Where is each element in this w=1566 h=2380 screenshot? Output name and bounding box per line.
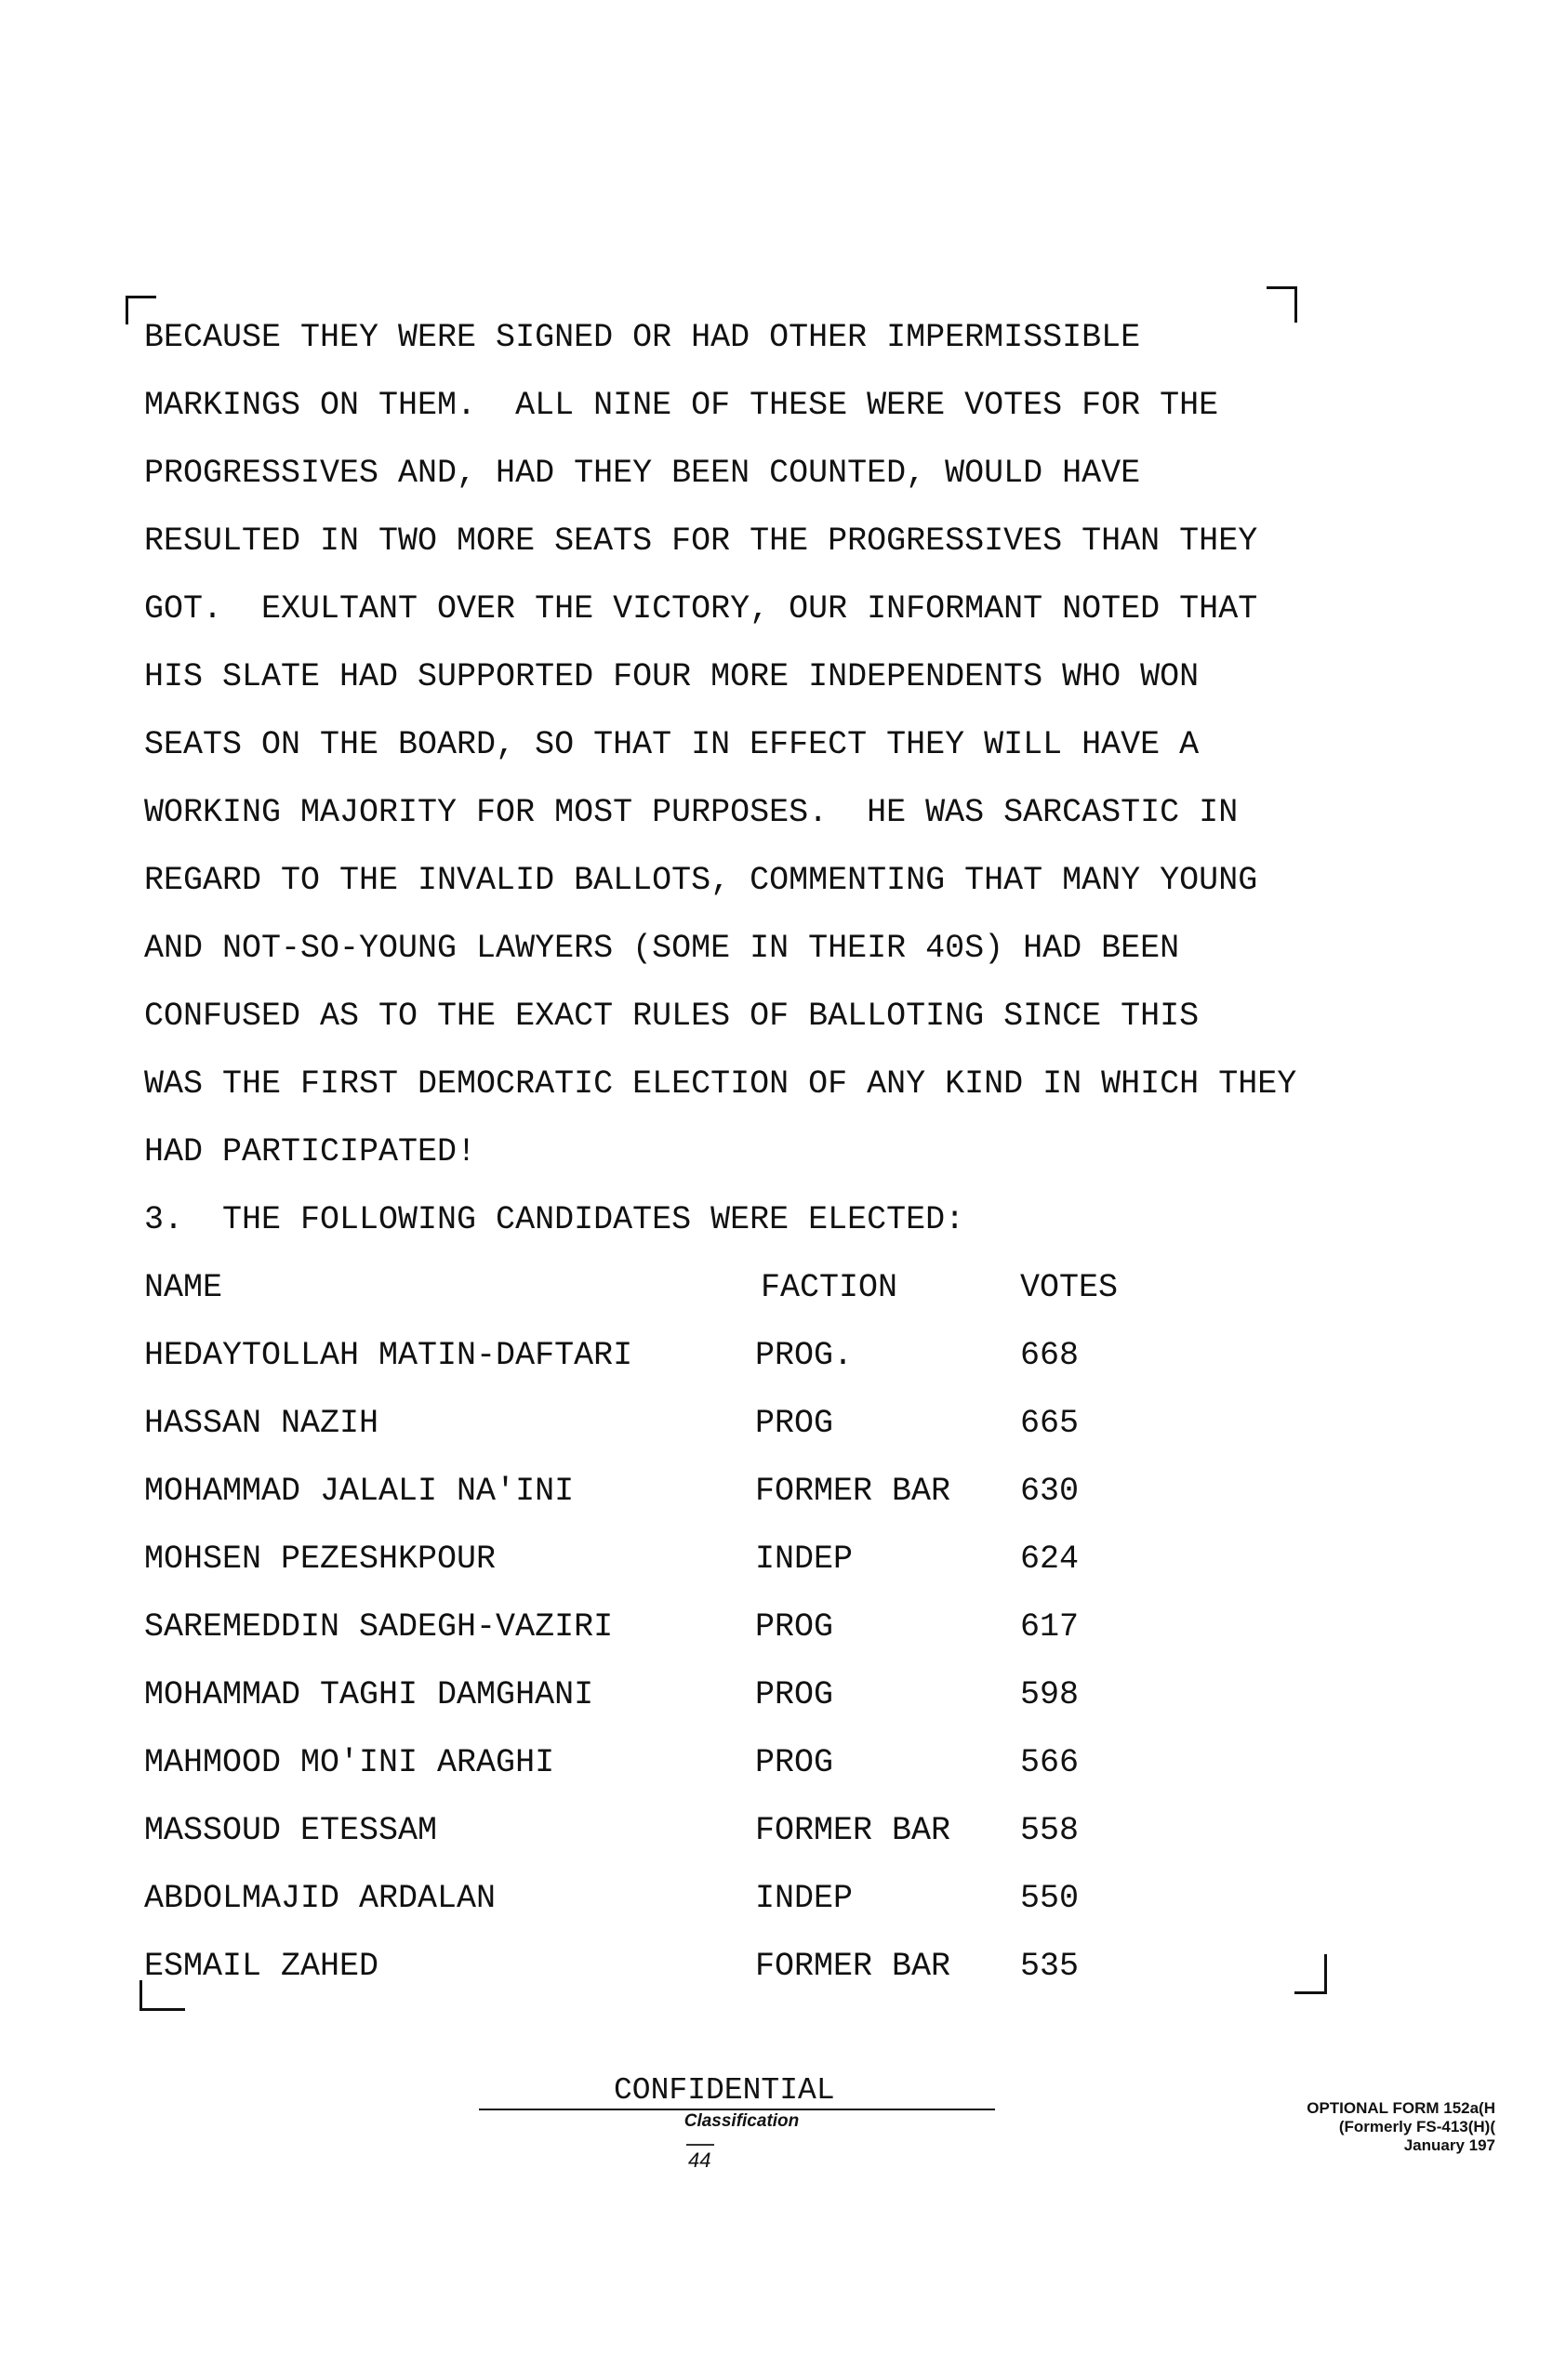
header-votes: VOTES xyxy=(1020,1269,1119,1306)
candidate-faction: FORMER BAR xyxy=(755,1473,951,1510)
header-faction: FACTION xyxy=(761,1269,898,1306)
candidate-name: HEDAYTOLLAH MATIN-DAFTARI xyxy=(144,1337,633,1374)
candidate-faction: PROG. xyxy=(755,1337,854,1374)
candidate-name: ESMAIL ZAHED xyxy=(144,1948,379,1985)
candidate-faction: PROG xyxy=(755,1405,834,1442)
classification-marking: CONFIDENTIAL xyxy=(614,2073,835,2108)
candidate-name: MOHAMMAD TAGHI DAMGHANI xyxy=(144,1676,594,1713)
classification-label: Classification xyxy=(683,2111,800,2131)
candidate-votes: 624 xyxy=(1020,1540,1080,1578)
candidate-name: MAHMOOD MO'INI ARAGHI xyxy=(144,1744,555,1781)
body-line: RESULTED IN TWO MORE SEATS FOR THE PROGRESSIVES THAN THEY xyxy=(144,522,1258,560)
candidate-name: MOHSEN PEZESHKPOUR xyxy=(144,1540,497,1578)
candidate-faction: INDEP xyxy=(755,1540,854,1578)
candidate-votes: 566 xyxy=(1020,1744,1080,1781)
body-line: SEATS ON THE BOARD, SO THAT IN EFFECT THEY WILL HAVE A xyxy=(144,726,1200,763)
candidate-name: MASSOUD ETESSAM xyxy=(144,1812,438,1849)
bottom-right-corner-mark xyxy=(1294,1954,1327,1994)
candidate-faction: PROG xyxy=(755,1676,834,1713)
page-number-dash xyxy=(686,2144,714,2146)
candidate-votes: 630 xyxy=(1020,1473,1080,1510)
candidate-votes: 550 xyxy=(1020,1880,1080,1917)
candidate-votes: 668 xyxy=(1020,1337,1080,1374)
body-line: PROGRESSIVES AND, HAD THEY BEEN COUNTED, WOULD HAVE xyxy=(144,455,1141,492)
candidate-votes: 617 xyxy=(1020,1608,1080,1646)
candidate-votes: 558 xyxy=(1020,1812,1080,1849)
candidate-name: SAREMEDDIN SADEGH-VAZIRI xyxy=(144,1608,614,1646)
body-line: HAD PARTICIPATED! xyxy=(144,1133,477,1170)
candidate-faction: FORMER BAR xyxy=(755,1948,951,1985)
body-line: HIS SLATE HAD SUPPORTED FOUR MORE INDEPENDENTS WHO WON xyxy=(144,658,1200,695)
candidate-faction: PROG xyxy=(755,1608,834,1646)
form-line: OPTIONAL FORM 152a(H xyxy=(1307,2099,1495,2117)
candidate-faction: INDEP xyxy=(755,1880,854,1917)
candidate-votes: 535 xyxy=(1020,1948,1080,1985)
body-line: AND NOT-SO-YOUNG LAWYERS (SOME IN THEIR 40S) HAD BEEN xyxy=(144,930,1180,967)
body-line: BECAUSE THEY WERE SIGNED OR HAD OTHER IMPERMISSIBLE xyxy=(144,319,1141,356)
body-line: WAS THE FIRST DEMOCRATIC ELECTION OF ANY KIND IN WHICH THEY xyxy=(144,1065,1297,1103)
top-right-corner-mark xyxy=(1267,286,1297,323)
page-number: 44 xyxy=(688,2149,711,2172)
section-heading: 3. THE FOLLOWING CANDIDATES WERE ELECTED: xyxy=(144,1201,965,1238)
form-line: (Formerly FS-413(H)( xyxy=(1338,2118,1495,2135)
candidate-name: HASSAN NAZIH xyxy=(144,1405,379,1442)
body-line: GOT. EXULTANT OVER THE VICTORY, OUR INFORMANT NOTED THAT xyxy=(144,590,1258,628)
candidate-votes: 598 xyxy=(1020,1676,1080,1713)
form-line: January 197 xyxy=(1403,2136,1495,2154)
candidate-name: MOHAMMAD JALALI NA'INI xyxy=(144,1473,575,1510)
body-line: WORKING MAJORITY FOR MOST PURPOSES. HE WAS SARCASTIC IN xyxy=(144,794,1239,831)
candidate-votes: 665 xyxy=(1020,1405,1080,1442)
candidate-name: ABDOLMAJID ARDALAN xyxy=(144,1880,497,1917)
body-line: CONFUSED AS TO THE EXACT RULES OF BALLOTING SINCE THIS xyxy=(144,998,1200,1035)
form-designation xyxy=(1200,2099,1495,2155)
body-line: REGARD TO THE INVALID BALLOTS, COMMENTING THAT MANY YOUNG xyxy=(144,862,1258,899)
candidate-faction: PROG xyxy=(755,1744,834,1781)
body-line: MARKINGS ON THEM. ALL NINE OF THESE WERE VOTES FOR THE xyxy=(144,387,1219,424)
candidate-faction: FORMER BAR xyxy=(755,1812,951,1849)
header-name: NAME xyxy=(144,1269,223,1306)
classification-block xyxy=(479,2075,995,2133)
